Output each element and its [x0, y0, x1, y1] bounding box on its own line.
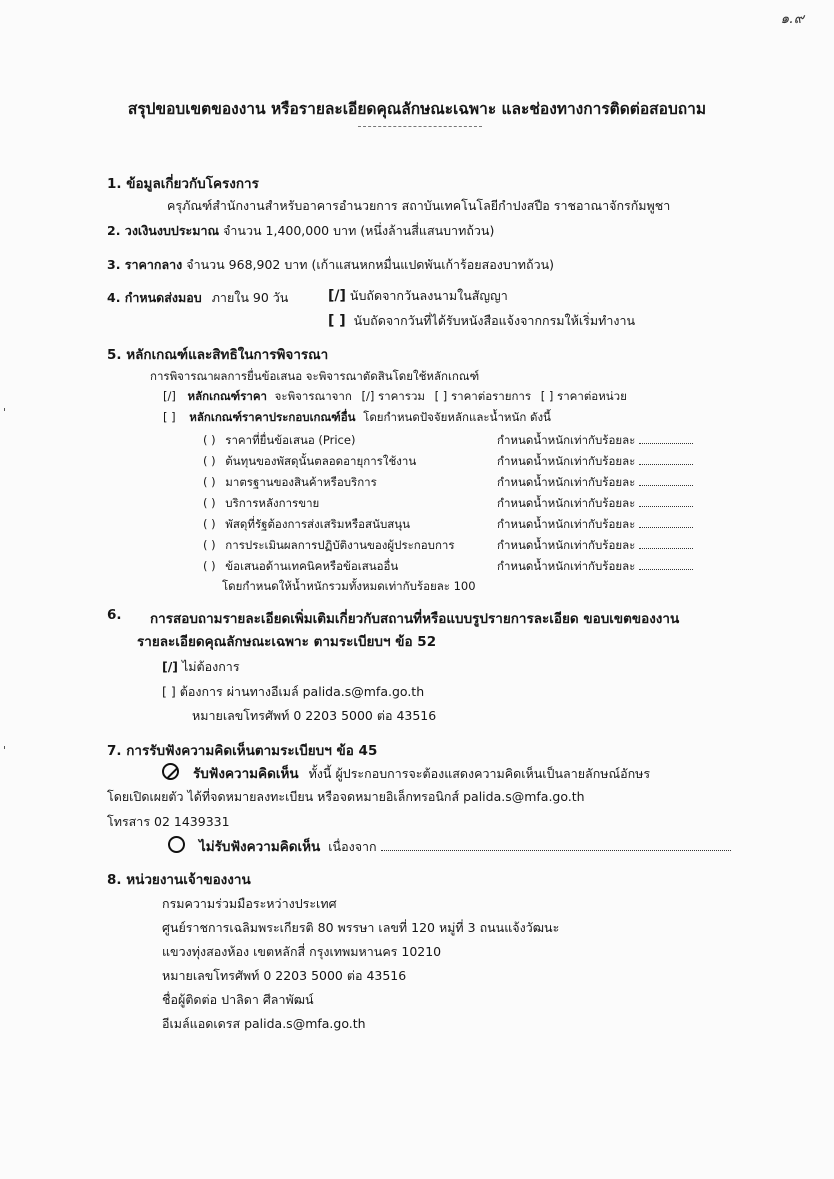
criteria-row — [203, 495, 319, 513]
criteria-row — [203, 432, 355, 450]
criteria-row — [203, 537, 455, 555]
inquiry-option-1[interactable] — [162, 657, 240, 677]
price-criteria-label: หลักเกณฑ์ราคา — [187, 389, 267, 403]
criteria-weight-blank[interactable] — [639, 474, 693, 486]
comment-option-decline[interactable] — [168, 835, 731, 857]
document-title: สรุปขอบเขตของงาน หรือรายละเอียดคุณลักษณะเฉพาะ และช่องทางการติดต่อสอบถาม — [127, 100, 707, 118]
criteria-row — [203, 474, 377, 492]
criteria-label: การประเมินผลการปฏิบัติงานของผู้ประกอบการ — [225, 538, 455, 552]
criteria-weight — [497, 516, 693, 534]
criteria-weight-blank[interactable] — [639, 558, 693, 570]
delivery-label: 4. กำหนดส่งมอบ — [107, 290, 202, 305]
delivery-within: ภายใน 90 วัน — [211, 290, 289, 305]
section-3-median-price — [107, 255, 554, 275]
criteria-weight-label: กำหนดน้ำหนักเท่ากับร้อยละ — [497, 475, 636, 489]
criteria-checkbox[interactable]: ( ) — [203, 559, 216, 573]
criteria-row — [203, 558, 398, 576]
agency-line: กรมความร่วมมือระหว่างประเทศ — [162, 896, 337, 911]
section-1-heading: 1. ข้อมูลเกี่ยวกับโครงการ — [107, 176, 259, 192]
criteria-row — [203, 453, 416, 471]
delivery-option-1-label: นับถัดจากวันลงนามในสัญญา — [349, 288, 508, 303]
criteria-row — [203, 516, 410, 534]
inquiry-option-2-checkbox[interactable]: [ ] — [162, 684, 176, 699]
weight-total-note: โดยกำหนดให้น้ำหนักรวมทั้งหมดเท่ากับร้อยละ 100 — [222, 579, 476, 593]
decline-reason-blank[interactable] — [381, 839, 731, 851]
section-6-heading-line1: การสอบถามรายละเอียดเพิ่มเติมเกี่ยวกับสถานที่หรือแบบรูปรายการละเอียด ขอบเขตของงาน — [150, 611, 680, 627]
criteria-weight-label: กำหนดน้ำหนักเท่ากับร้อยละ — [497, 517, 636, 531]
item-price-label: ราคาต่อรายการ — [450, 389, 532, 403]
criteria-weight — [497, 432, 693, 450]
section-8-heading: 8. หน่วยงานเจ้าของงาน — [107, 872, 251, 888]
criteria-label: ข้อเสนอด้านเทคนิคหรือข้อเสนออื่น — [225, 559, 399, 573]
criteria-label: ต้นทุนของพัสดุนั้นตลอดอายุการใช้งาน — [225, 454, 417, 468]
section-6-heading-line2: รายละเอียดคุณลักษณะเฉพาะ ตามระเบียบฯ ข้อ 52 — [137, 634, 437, 650]
budget-label: 2. วงเงินงบประมาณ — [107, 223, 220, 238]
comment-accept-text: ทั้งนี้ ผู้ประกอบการจะต้องแสดงความคิดเห็นเป็นลายลักษณ์อักษร — [308, 766, 651, 781]
scan-mark — [4, 746, 5, 749]
criteria-label: ราคาที่ยื่นข้อเสนอ (Price) — [225, 433, 356, 447]
criteria-weight — [497, 537, 693, 555]
criteria-weight-label: กำหนดน้ำหนักเท่ากับร้อยละ — [497, 496, 636, 510]
criteria-weight-blank[interactable] — [639, 516, 693, 528]
agency-line: ชื่อผู้ติดต่อ ปาลิดา ศีลาพัฒน์ — [162, 992, 314, 1007]
criteria-weight-label: กำหนดน้ำหนักเท่ากับร้อยละ — [497, 559, 636, 573]
comment-accept-line2: โดยเปิดเผยตัว ได้ที่จดหมายลงทะเบียน หรือจดหมายอิเล็กทรอนิกส์ palida.s@mfa.go.th — [107, 789, 585, 804]
selected-radio-icon[interactable] — [162, 763, 179, 780]
agency-line: แขวงทุ่งสองห้อง เขตหลักสี่ กรุงเทพมหานคร 10210 — [162, 944, 442, 959]
criteria-weight-blank[interactable] — [639, 453, 693, 465]
criteria-weight — [497, 495, 693, 513]
scan-mark — [4, 408, 5, 411]
criteria-weight — [497, 453, 693, 471]
other-criteria-checkbox[interactable]: [ ] — [163, 410, 176, 424]
other-criteria-row — [163, 409, 551, 427]
comment-fax: โทรสาร 02 1439331 — [107, 814, 230, 829]
criteria-checkbox[interactable]: ( ) — [203, 454, 216, 468]
criteria-checkbox[interactable]: ( ) — [203, 517, 216, 531]
title-underline — [358, 126, 482, 127]
item-price-checkbox[interactable]: [ ] — [434, 389, 448, 403]
inquiry-option-2-label: ต้องการ ผ่านทางอีเมล์ palida.s@mfa.go.th — [179, 684, 425, 699]
price-criteria-text: จะพิจารณาจาก — [274, 389, 352, 403]
total-price-label: ราคารวม — [377, 389, 425, 403]
comment-decline-label: ไม่รับฟังความคิดเห็น — [198, 839, 321, 855]
section-6-number: 6. — [107, 607, 122, 623]
criteria-label: บริการหลังการขาย — [225, 496, 320, 510]
project-description: ครุภัณฑ์สำนักงานสำหรับอาคารอำนวยการ สถาบันเทคโนโลยีกำปงสปือ ราชอาณาจักรกัมพูชา — [167, 198, 671, 213]
median-price-label: 3. ราคากลาง — [107, 257, 183, 272]
criteria-weight-blank[interactable] — [639, 537, 693, 549]
inquiry-option-2[interactable] — [162, 682, 424, 702]
section-2-budget — [107, 221, 494, 241]
agency-line: ศูนย์ราชการเฉลิมพระเกียรติ 80 พรรษา เลขที่ 120 หมู่ที่ 3 ถนนแจ้งวัฒนะ — [162, 920, 560, 935]
criteria-weight-blank[interactable] — [639, 432, 693, 444]
delivery-option-1-checkbox[interactable]: [/] — [328, 288, 346, 304]
median-price-value: จำนวน 968,902 บาท (เก้าแสนหกหมื่นแปดพันเก้าร้อยสองบาทถ้วน) — [186, 257, 555, 272]
delivery-option-2[interactable] — [328, 311, 635, 331]
comment-option-accept[interactable] — [162, 762, 650, 784]
inquiry-option-1-label: ไม่ต้องการ — [181, 659, 240, 674]
total-price-checkbox[interactable]: [/] — [361, 389, 375, 403]
criteria-weight — [497, 474, 693, 492]
delivery-option-1[interactable] — [328, 286, 508, 306]
section-7-heading: 7. การรับฟังความคิดเห็นตามระเบียบฯ ข้อ 45 — [107, 743, 378, 759]
page-number: ๑.๙ — [780, 11, 804, 27]
criteria-label: พัสดุที่รัฐต้องการส่งเสริมหรือสนับสนุน — [225, 517, 410, 531]
comment-accept-label: รับฟังความคิดเห็น — [192, 766, 299, 782]
price-criteria-row — [163, 388, 627, 406]
criteria-weight-blank[interactable] — [639, 495, 693, 507]
criteria-weight-label: กำหนดน้ำหนักเท่ากับร้อยละ — [497, 433, 636, 447]
agency-line: หมายเลขโทรศัพท์ 0 2203 5000 ต่อ 43516 — [162, 968, 407, 983]
criteria-checkbox[interactable]: ( ) — [203, 475, 216, 489]
criteria-weight-label: กำหนดน้ำหนักเท่ากับร้อยละ — [497, 454, 636, 468]
delivery-option-2-label: นับถัดจากวันที่ได้รับหนังสือแจ้งจากกรมให้เริ่มทำงาน — [353, 313, 636, 328]
unit-price-label: ราคาต่อหน่วย — [557, 389, 627, 403]
budget-value: จำนวน 1,400,000 บาท (หนึ่งล้านสี่แสนบาทถ้วน) — [223, 223, 495, 238]
unit-price-checkbox[interactable]: [ ] — [540, 389, 554, 403]
section-5-heading: 5. หลักเกณฑ์และสิทธิในการพิจารณา — [107, 347, 329, 363]
criteria-checkbox[interactable]: ( ) — [203, 496, 216, 510]
delivery-option-2-checkbox[interactable]: [ ] — [328, 313, 346, 329]
criteria-checkbox[interactable]: ( ) — [203, 433, 216, 447]
criteria-weight — [497, 558, 693, 576]
criteria-intro: การพิจารณาผลการยื่นข้อเสนอ จะพิจารณาตัดสินโดยใช้หลักเกณฑ์ — [150, 369, 480, 383]
criteria-label: มาตรฐานของสินค้าหรือบริการ — [225, 475, 377, 489]
other-criteria-label: หลักเกณฑ์ราคาประกอบเกณฑ์อื่น — [189, 410, 356, 424]
price-criteria-checkbox[interactable]: [/] — [163, 389, 176, 403]
section-4-delivery — [107, 288, 288, 308]
criteria-checkbox[interactable]: ( ) — [203, 538, 216, 552]
criteria-weight-label: กำหนดน้ำหนักเท่ากับร้อยละ — [497, 538, 636, 552]
inquiry-option-1-checkbox[interactable]: [/] — [162, 659, 178, 674]
inquiry-phone: หมายเลขโทรศัพท์ 0 2203 5000 ต่อ 43516 — [192, 708, 437, 723]
other-criteria-text: โดยกำหนดปัจจัยหลักและน้ำหนัก ดังนี้ — [363, 410, 551, 424]
unselected-radio-icon[interactable] — [168, 836, 185, 853]
comment-decline-text: เนื่องจาก — [328, 839, 377, 854]
agency-line: อีเมล์แอดเดรส palida.s@mfa.go.th — [162, 1016, 366, 1031]
